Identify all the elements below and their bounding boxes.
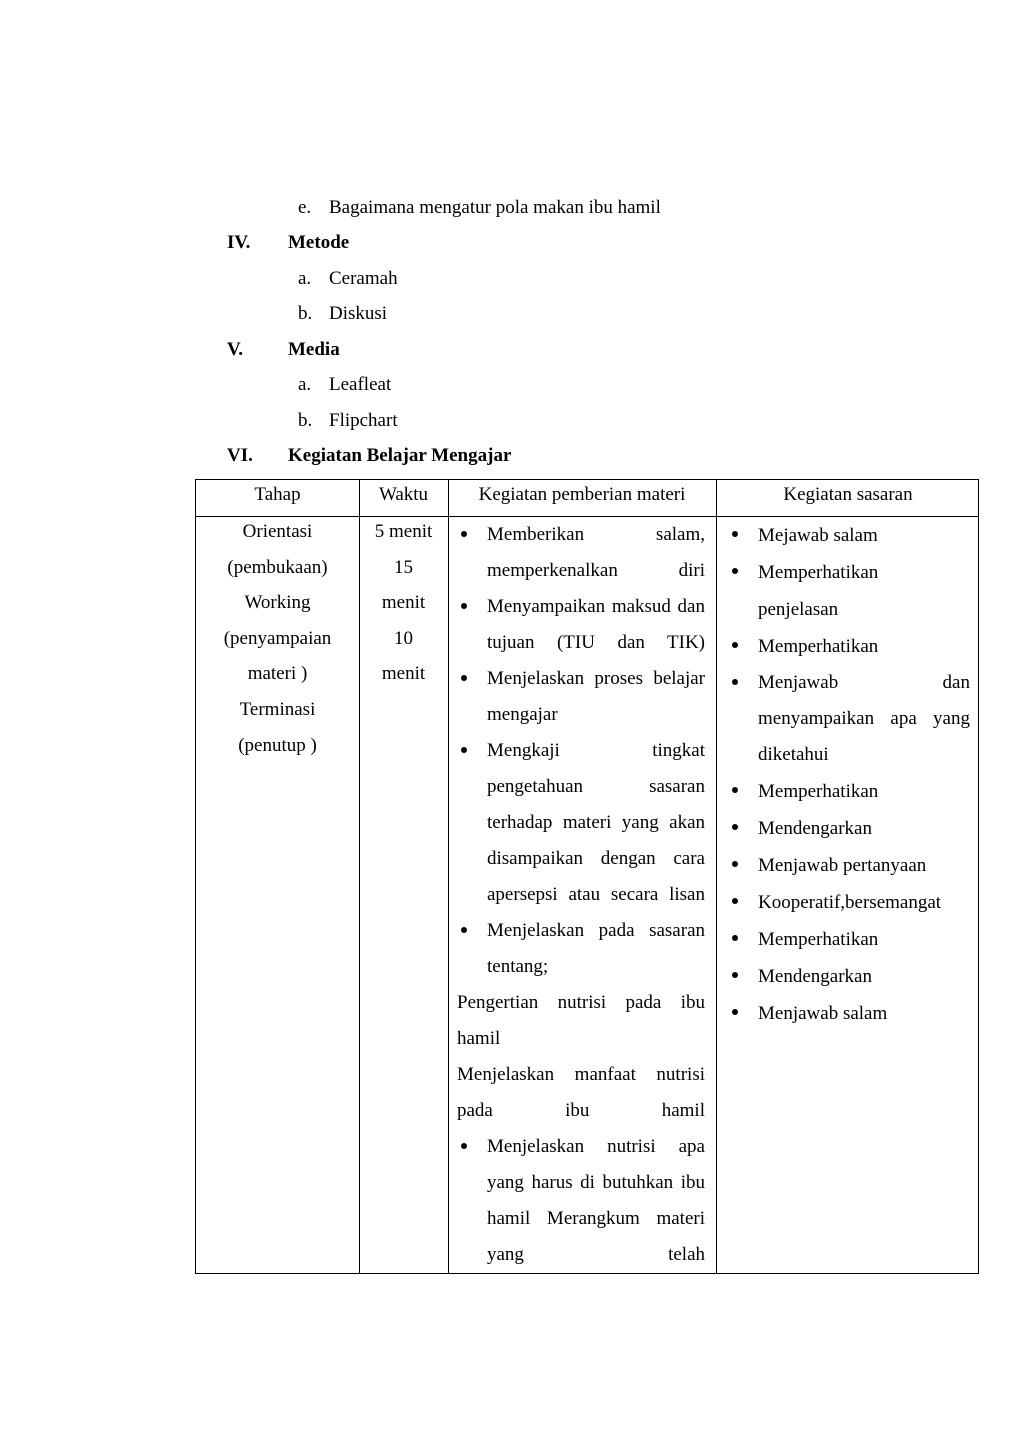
materi-item: Menjelaskan nutrisi apa yang harus di butuhkan ibu hamil Merangkum materi yang telah [455, 1129, 705, 1273]
section-iv-title: Metode [288, 232, 350, 253]
waktu-line: 10 [394, 627, 413, 649]
item-e-text: Bagaimana mengatur pola makan ibu hamil [329, 197, 661, 218]
materi-item: Menjelaskan pada sasaran tentang; [455, 913, 705, 985]
header-kegiatan-materi: Kegiatan pemberian materi [478, 484, 686, 505]
tahap-line: (penyampaian [223, 627, 332, 649]
column-divider-2 [448, 480, 449, 1273]
materi-cell [455, 517, 705, 1273]
header-kegiatan-sasaran: Kegiatan sasaran [783, 484, 913, 505]
sasaran-cell [726, 517, 970, 1032]
media-a-text: Leafleat [329, 374, 392, 395]
waktu-line: 15 [394, 556, 413, 578]
waktu-line: menit [381, 663, 426, 685]
sasaran-item: Mejawab salam [726, 517, 970, 554]
metode-b-letter: b. [298, 303, 313, 324]
tahap-line: Working [244, 592, 311, 614]
waktu-line: menit [381, 592, 426, 614]
materi-item: Menjelaskan proses belajar mengajar [455, 661, 705, 733]
header-waktu: Waktu [378, 484, 429, 505]
media-b-letter: b. [298, 410, 313, 431]
media-a-letter: a. [298, 374, 312, 395]
metode-a-letter: a. [298, 268, 312, 289]
sasaran-item: Mendengarkan [726, 810, 970, 847]
materi-item: Menyampaikan maksud dan tujuan (TIU dan TIK) [455, 589, 705, 661]
section-v-title: Media [288, 339, 340, 360]
tahap-line: (pembukaan) [227, 556, 328, 578]
section-v-number: V. [227, 339, 244, 360]
materi-paragraph: Pengertian nutrisi pada ibu hamil [457, 992, 705, 1049]
metode-b-text: Diskusi [329, 303, 388, 324]
sasaran-item: Memperhatikan [726, 921, 970, 958]
section-vi-number: VI. [227, 445, 253, 466]
waktu-cell [359, 514, 448, 692]
media-b-text: Flipchart [329, 410, 398, 431]
section-iv-number: IV. [227, 232, 251, 253]
item-e-letter: e. [298, 197, 312, 218]
sasaran-item: Mendengarkan [726, 958, 970, 995]
sasaran-item: Menjawab pertanyaan [726, 847, 970, 884]
sasaran-item: Memperhatikan [726, 773, 970, 810]
metode-a-text: Ceramah [329, 268, 398, 289]
sasaran-item: Menjawab salam [726, 995, 970, 1032]
sasaran-item: Kooperatif,bersemangat [726, 884, 970, 921]
materi-paragraph: Menjelaskan manfaat nutrisi pada ibu hamil [457, 1064, 705, 1121]
activity-table [195, 479, 979, 1274]
tahap-cell [196, 514, 359, 763]
section-vi-title: Kegiatan Belajar Mengajar [288, 445, 512, 466]
tahap-line: materi ) [247, 663, 308, 685]
tahap-line: Terminasi [239, 698, 316, 720]
header-tahap: Tahap [254, 484, 301, 505]
materi-item: Memberikan salam, memperkenalkan diri [455, 517, 705, 589]
sasaran-item: Memperhatikan [726, 628, 970, 665]
tahap-line: Orientasi [242, 521, 313, 542]
sasaran-item: Memperhatikan penjelasan [726, 554, 868, 628]
tahap-line: (penutup ) [238, 734, 317, 756]
materi-item: Mengkaji tingkat pengetahuan sasaran terhadap materi yang akan disampaikan dengan cara apersepsi atau secara lisan [455, 733, 705, 913]
waktu-line: 5 menit [374, 521, 433, 542]
sasaran-item: Menjawab dan menyampaikan apa yang diketahui [726, 665, 970, 773]
column-divider-3 [716, 480, 717, 1273]
